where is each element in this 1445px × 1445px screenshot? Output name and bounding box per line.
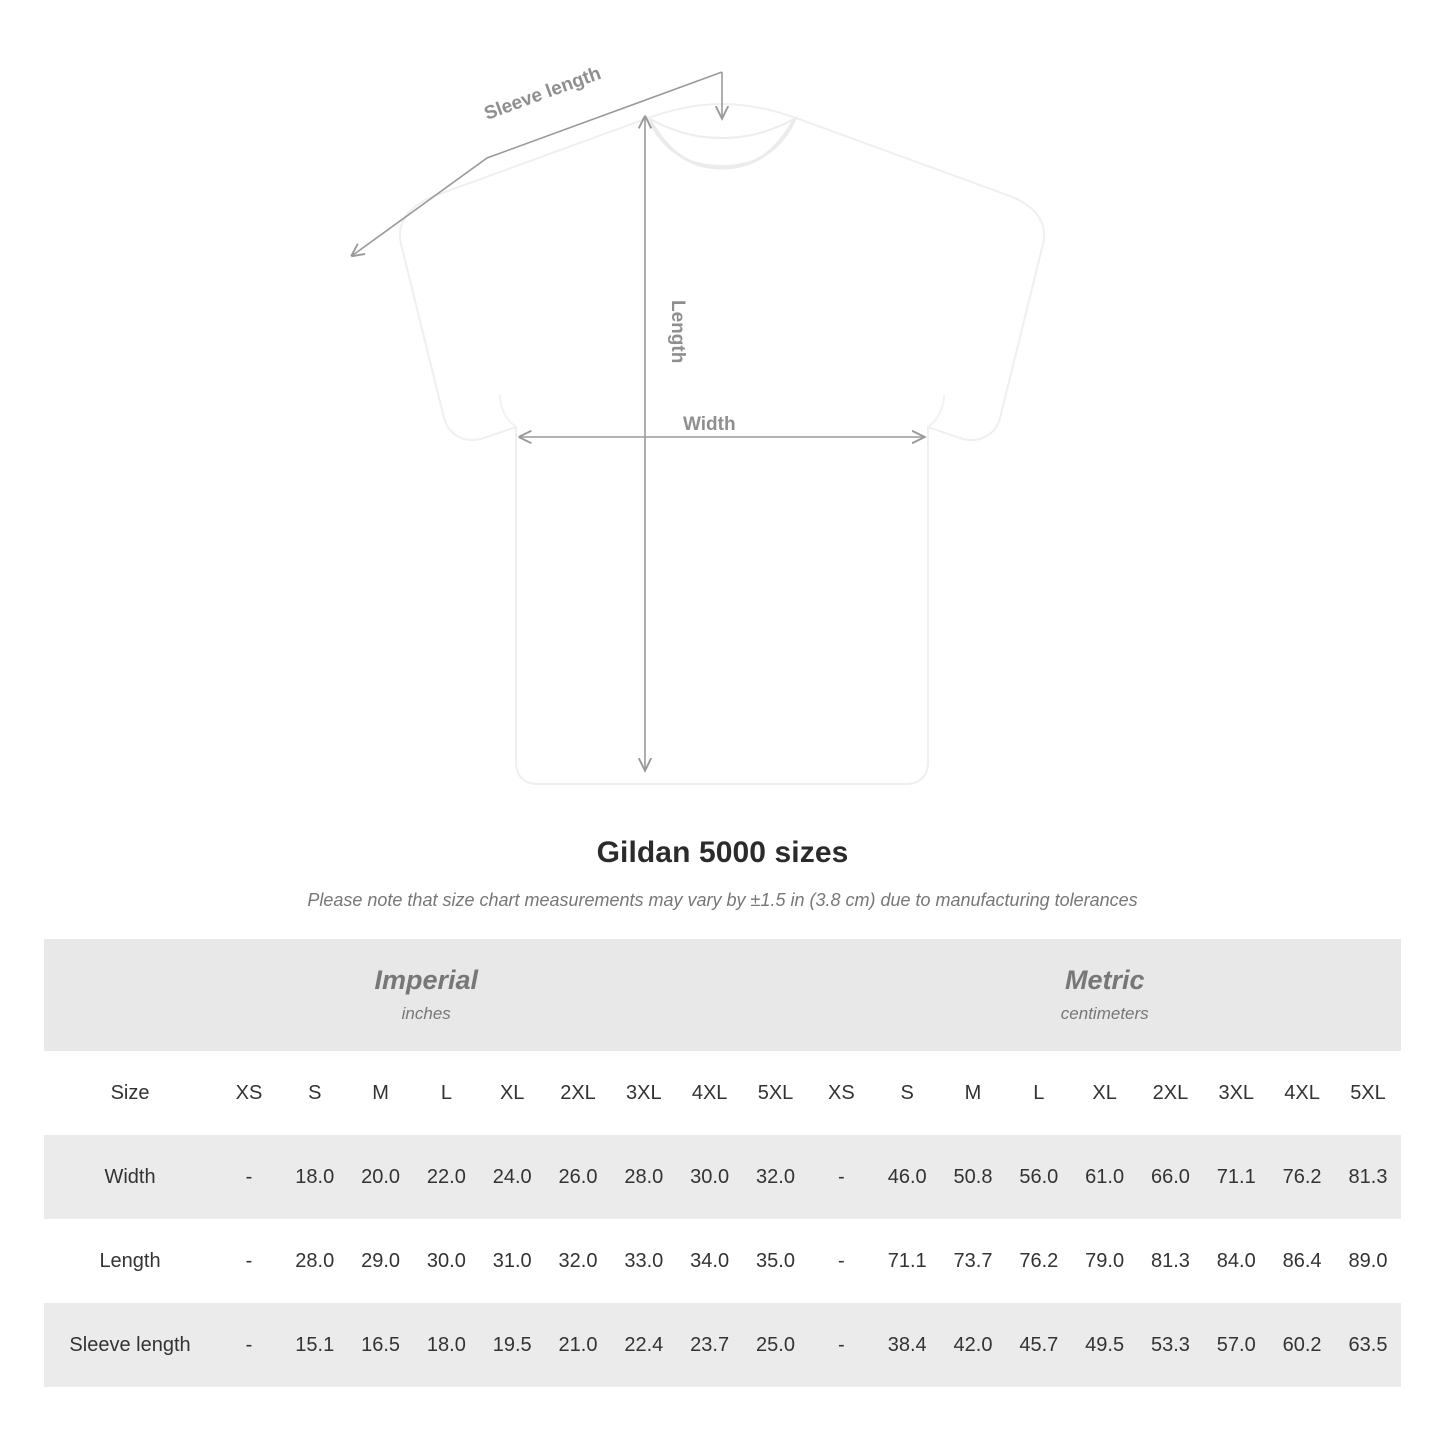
cell-length-imperial-5xl: 35.0 [743,1219,809,1303]
cell-sleeve-imperial-s: 15.1 [282,1303,348,1387]
table-row-length [44,1219,1401,1303]
cell-width-metric-m: 50.8 [940,1135,1006,1219]
size-col-imperial-m: M [348,1051,414,1135]
cell-sleeve-metric-5xl: 63.5 [1335,1303,1401,1387]
tshirt-shape [400,104,1044,784]
cell-length-imperial-2xl: 32.0 [545,1219,611,1303]
cell-sleeve-imperial-l: 18.0 [413,1303,479,1387]
size-col-imperial-xs: XS [216,1051,282,1135]
cell-sleeve-imperial-xl: 19.5 [479,1303,545,1387]
table-row-width [44,1135,1401,1219]
cell-sleeve-imperial-5xl: 25.0 [743,1303,809,1387]
unit-group-metric-name: Metric [1064,965,1145,996]
cell-sleeve-metric-l: 45.7 [1006,1303,1072,1387]
cell-length-imperial-m: 29.0 [348,1219,414,1303]
cell-length-imperial-l: 30.0 [413,1219,479,1303]
size-col-imperial-3xl: 3XL [611,1051,677,1135]
cell-width-metric-xs: - [808,1135,874,1219]
cell-width-metric-4xl: 76.2 [1269,1135,1335,1219]
cell-width-imperial-m: 20.0 [348,1135,414,1219]
cell-width-imperial-3xl: 28.0 [611,1135,677,1219]
sleeve-length-label: Sleeve length [481,63,604,125]
cell-length-imperial-xs: - [216,1219,282,1303]
cell-width-metric-xl: 61.0 [1072,1135,1138,1219]
size-col-imperial-2xl: 2XL [545,1051,611,1135]
cell-length-metric-xs: - [808,1219,874,1303]
cell-length-metric-5xl: 89.0 [1335,1219,1401,1303]
cell-length-metric-s: 71.1 [874,1219,940,1303]
cell-sleeve-metric-3xl: 57.0 [1203,1303,1269,1387]
cell-length-metric-l: 76.2 [1006,1219,1072,1303]
cell-length-imperial-xl: 31.0 [479,1219,545,1303]
cell-sleeve-metric-xl: 49.5 [1072,1303,1138,1387]
cell-length-metric-m: 73.7 [940,1219,1006,1303]
size-col-imperial-s: S [282,1051,348,1135]
unit-group-metric [808,939,1401,1051]
cell-sleeve-imperial-xs: - [216,1303,282,1387]
row-label-width: Width [44,1135,216,1219]
cell-sleeve-imperial-2xl: 21.0 [545,1303,611,1387]
cell-length-metric-2xl: 81.3 [1138,1219,1204,1303]
cell-width-imperial-2xl: 26.0 [545,1135,611,1219]
cell-sleeve-imperial-4xl: 23.7 [677,1303,743,1387]
cell-width-metric-s: 46.0 [874,1135,940,1219]
size-col-imperial-xl: XL [479,1051,545,1135]
size-table [44,939,1401,1387]
cell-length-imperial-4xl: 34.0 [677,1219,743,1303]
row-label-length: Length [44,1219,216,1303]
size-col-metric-l: L [1006,1051,1072,1135]
size-col-metric-xl: XL [1072,1051,1138,1135]
cell-length-metric-3xl: 84.0 [1203,1219,1269,1303]
cell-width-imperial-xs: - [216,1135,282,1219]
unit-group-imperial-name: Imperial [374,965,478,996]
size-col-metric-xs: XS [808,1051,874,1135]
size-label: Size [44,1051,216,1135]
cell-width-imperial-s: 18.0 [282,1135,348,1219]
cell-sleeve-imperial-m: 16.5 [348,1303,414,1387]
unit-group-metric-sub: centimeters [1060,1003,1149,1023]
width-label: Width [683,414,736,435]
cell-length-imperial-s: 28.0 [282,1219,348,1303]
size-table-wrap [44,939,1401,1387]
cell-width-metric-l: 56.0 [1006,1135,1072,1219]
tolerance-note: Please note that size chart measurements may vary by ±1.5 in (3.8 cm) due to manufacturing tolerances [307,890,1138,910]
cell-width-imperial-5xl: 32.0 [743,1135,809,1219]
size-col-metric-m: M [940,1051,1006,1135]
cell-sleeve-metric-s: 38.4 [874,1303,940,1387]
cell-length-metric-4xl: 86.4 [1269,1219,1335,1303]
cell-width-imperial-xl: 24.0 [479,1135,545,1219]
cell-width-imperial-l: 22.0 [413,1135,479,1219]
cell-sleeve-metric-m: 42.0 [940,1303,1006,1387]
cell-sleeve-imperial-3xl: 22.4 [611,1303,677,1387]
size-col-metric-3xl: 3XL [1203,1051,1269,1135]
title-block [0,836,1445,911]
size-col-metric-2xl: 2XL [1138,1051,1204,1135]
unit-header-row [44,939,1401,1051]
cell-sleeve-metric-2xl: 53.3 [1138,1303,1204,1387]
row-label-sleeve-length: Sleeve length [44,1303,216,1387]
size-col-imperial-5xl: 5XL [743,1051,809,1135]
cell-sleeve-metric-xs: - [808,1303,874,1387]
cell-sleeve-metric-4xl: 60.2 [1269,1303,1335,1387]
cell-width-metric-5xl: 81.3 [1335,1135,1401,1219]
size-header-row [44,1051,1401,1135]
size-col-metric-4xl: 4XL [1269,1051,1335,1135]
size-col-metric-s: S [874,1051,940,1135]
unit-group-imperial [44,939,808,1051]
size-col-metric-5xl: 5XL [1335,1051,1401,1135]
page-title: Gildan 5000 sizes [596,836,849,869]
size-col-imperial-4xl: 4XL [677,1051,743,1135]
table-row-sleeve-length [44,1303,1401,1387]
cell-width-imperial-4xl: 30.0 [677,1135,743,1219]
unit-group-imperial-sub: inches [401,1003,451,1023]
cell-width-metric-2xl: 66.0 [1138,1135,1204,1219]
size-col-imperial-l: L [413,1051,479,1135]
cell-length-imperial-3xl: 33.0 [611,1219,677,1303]
cell-width-metric-3xl: 71.1 [1203,1135,1269,1219]
cell-length-metric-xl: 79.0 [1072,1219,1138,1303]
length-label: Length [667,300,688,364]
